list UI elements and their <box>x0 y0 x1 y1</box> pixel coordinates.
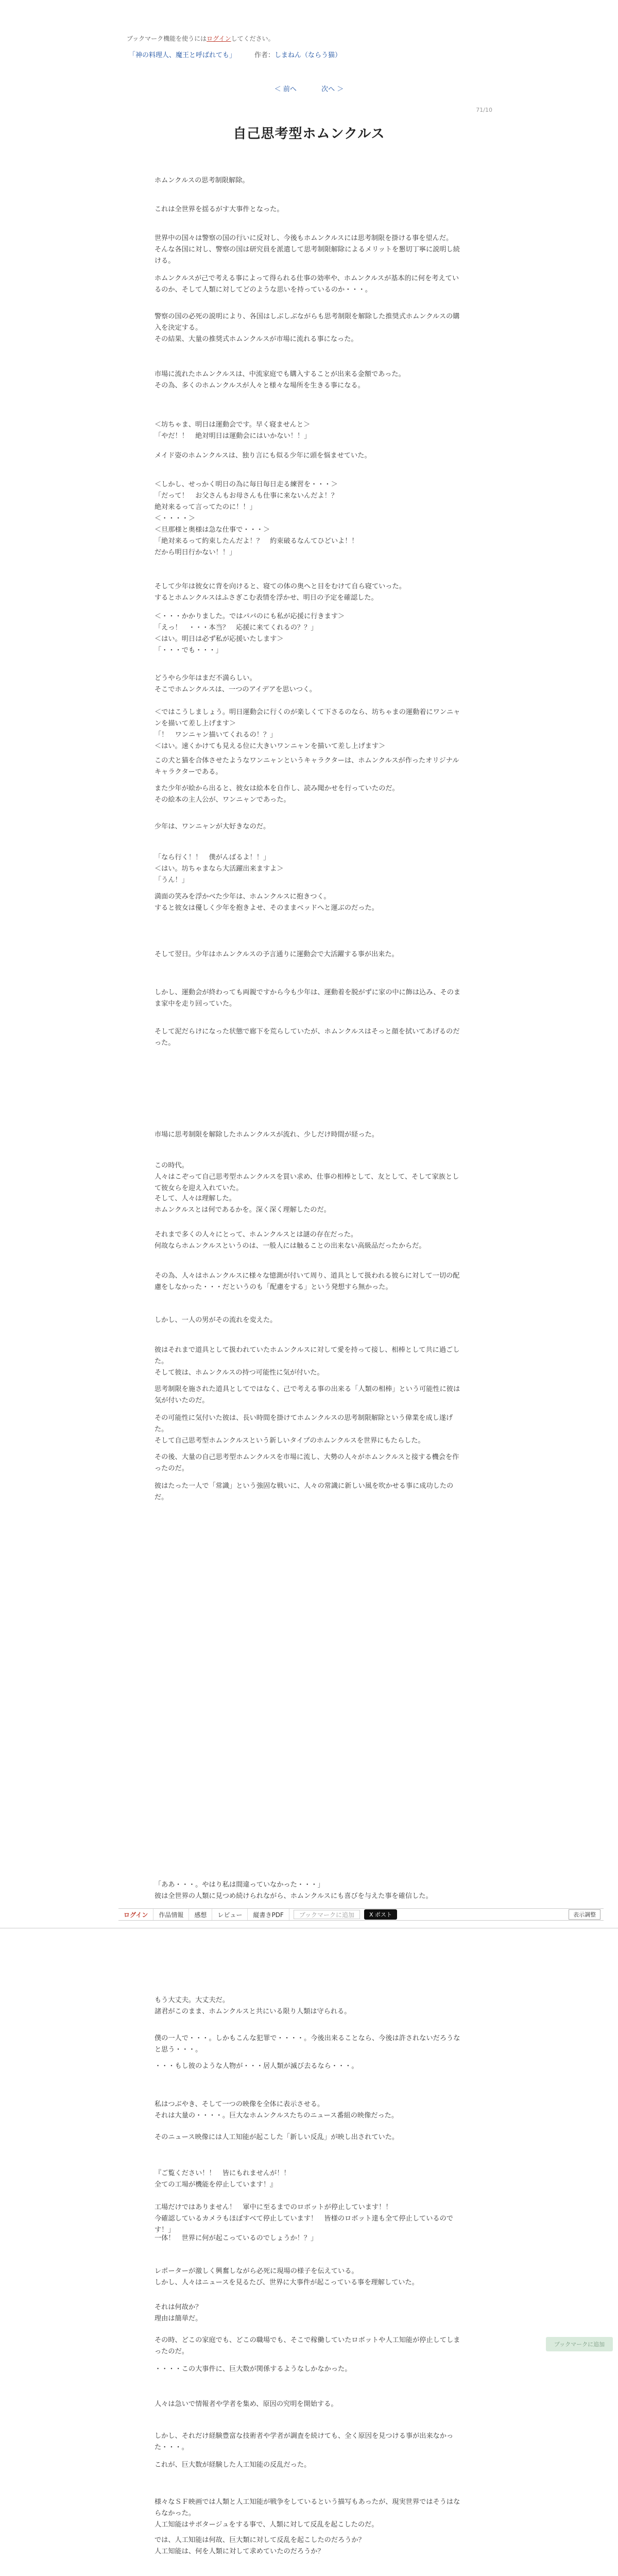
body-paragraph: それは何故か？ 理由は簡単だ。 <box>154 2303 202 2323</box>
body-paragraph: これは全世界を揺るがす大事件となった。 <box>154 206 284 213</box>
body-paragraph: しかし、それだけ経験豊富な技術者や学者が調査を続けても、全く原因を見つける事が出来なかった・・・。 <box>154 2432 454 2451</box>
body-paragraph: 工場だけではありません！ 軍中に至るまでのロボットが停止しています！！ 今確認しているカメラもほぼすべて停止しています！ 皆様のロボット達も全て停止しているのです！」 <box>154 2204 453 2234</box>
toolbar-login[interactable]: ログイン <box>118 1909 153 1920</box>
toolbar-review[interactable]: レビュー <box>212 1909 248 1920</box>
body-paragraph: 私はつぶやき、そして一つの映像を全体に表示させる。 それは大量の・・・・。巨大なホムンクルスたちのニュース番組の映像だった。 <box>154 2100 399 2120</box>
body-paragraph: もう大丈夫。大丈夫だ。 諸君がこのまま、ホムンクルスと共にいる限り人類は守られる。 <box>154 1996 351 2015</box>
breadcrumb <box>129 49 341 59</box>
body-paragraph: 彼はそれまで道具として扱われていたホムンクルスに対して愛を持って接し、相棒として共に過ごした。 そして彼は、ホムンクルスの持つ可能性に気が付いた。 <box>154 1346 460 1377</box>
body-paragraph: メイド姿のホムンクルスは、独り言にも似る少年に頭を悩ませていた。 <box>154 452 371 460</box>
body-paragraph: ホムンクルスが己で考える事によって得られる仕事の効率や、ホムンクルスが基本的に何を考えているのか、そして人類に対してどのような思いを持っているのか・・・。 <box>154 275 459 294</box>
toolbar-pdf[interactable]: 縦書きPDF <box>248 1909 289 1920</box>
body-paragraph: どうやら少年はまだ不満らしい。 そこでホムンクルスは、一つのアイデアを思いつく。 <box>154 674 316 693</box>
body-paragraph: その為、人々はホムンクルスに様々な憶測が付いて周り、道具として扱われる彼らに対して一切の配慮をしなかった・・・だというのも「配慮をする」という発想すら無かった。 <box>154 1272 460 1291</box>
side-bookmark-button[interactable]: ブックマークに追加 <box>546 2337 613 2351</box>
notice-text: ブックマーク機能を使うには <box>127 35 207 42</box>
body-paragraph: 『ご覧ください！！ 皆にもれませんが！！ 全ての工場が機能を停止しています！』 <box>154 2170 290 2189</box>
author-link[interactable]: しまねん（ならう猫） <box>274 52 342 59</box>
body-paragraph: そして、人々は理解した。 ホムンクルスとは何であるかを。深く深く理解したのだ。 <box>154 1195 331 1214</box>
body-paragraph: 彼はたった一人で「常識」という強固な戦いに、人々の常識に新しい風を吹かせる事に成功したのだ。 <box>154 1482 454 1501</box>
body-paragraph: 人々は急いで情報者や学者を集め、原因の究明を開始する。 <box>154 2400 338 2408</box>
toolbar <box>118 1908 604 1921</box>
body-paragraph: この犬と猫を合体させたようなワンニャンというキャラクターは、ホムンクルスが作ったオリジナルキャラクターである。 <box>154 757 459 776</box>
toolbar-bookmark[interactable]: ブックマークに追加 <box>294 1910 360 1919</box>
body-paragraph: 一体！ 世界に何が起こっているのでしょうか！？」 <box>154 2234 318 2242</box>
notice-text-after: してください。 <box>231 35 274 42</box>
body-paragraph: この時代。 人々はこぞって自己思考型ホムンクルスを買い求め、仕事の相棒として、友として、そして家族として彼女らを迎え入れていた。 <box>154 1162 459 1192</box>
body-paragraph: しかし、一人の男がその流れを変えた。 <box>154 1316 277 1324</box>
body-paragraph: そして泥だらけになった状態で廊下を荒らしていたが、ホムンクルスはそっと顔を拭いてあげるのだった。 <box>154 1028 460 1047</box>
body-paragraph: そして少年は彼女に背を向けると、寝ての体の奥へと目をむけて自ら寝ていった。 するとホムンクルスはふさぎこむ表情を浮かせ、明日の予定を確認した。 <box>154 583 406 602</box>
page-count: 71/10 <box>476 107 492 113</box>
toolbar-works[interactable]: 作品情報 <box>153 1909 189 1920</box>
body-paragraph: ＜ではこうしましょう。明日運動会に行くのが楽しくて下さるのなら、坊ちゃまの運動着にワンニャンを描いて差し上げます＞ 「！ ワンニャン描いてくれるの！？」 ＜はい。速くかけても見える位に大きいワンニャンを描いて差し上げます＞ <box>154 708 460 750</box>
body-paragraph: 「なら行く！！ 僕がんばるよ！！」 ＜はい。坊ちゃまなら大活躍出来ますよ＞ 「うん！」 <box>154 854 284 884</box>
body-paragraph: 警察の国の必死の説明により、各国はしぶしぶながらも思考制限を解除した推奨式ホムンクルスの購入を決定する。 その結果、大量の推奨式ホムンクルスが市場に流れる事になった。 <box>154 313 460 343</box>
top-pager <box>0 83 618 93</box>
body-paragraph: その時、どこの家庭でも、どこの職場でも、そこで稼働していたロボットや人工知能が停止してしまったのだ。 <box>154 2336 460 2355</box>
toolbar-thanks[interactable]: 感想 <box>189 1909 212 1920</box>
body-paragraph: ＜坊ちゃま、明日は運動会です。早く寝ませんと＞ 「やだ！！ 絶対明日は運動会にはいかない！！」 <box>154 421 311 440</box>
body-paragraph: 僕の一人で・・・。しかもこんな犯罪で・・・・。今後出来ることなら、今後は許されないだろうなと思う・・・。 <box>154 2035 460 2054</box>
body-paragraph: そして翌日。少年はホムンクルスの予言通りに運動会で大活躍する事が出来た。 <box>154 951 399 958</box>
body-paragraph: レポーターが激しく興奮しながら必死に現場の様子を伝えている。 しかし、人々はニュースを見るたび、世界に大事件が起こっている事を理解していた。 <box>154 2267 419 2286</box>
body-paragraph: 「ああ・・・。やはり私は間違っていなかった・・・」 彼は全世界の人類に見つめ続けられながら、ホムンクルスにも喜びを与えた事を確信した。 <box>154 1881 433 1900</box>
author-label: 作者： <box>254 52 275 59</box>
x-post-button[interactable]: X ポスト <box>364 1909 397 1920</box>
body-paragraph: 世界中の国々は警察の国の行いに反対し、今後もホムンクルスには思考制限を掛ける事を望んだ。 そんな各国に対し、警察の国は研究員を派遣して思考制限解除によるメリットを懇切丁寧に説明し続ける。 <box>154 234 460 265</box>
body-paragraph: 市場に思考制限を解除したホムンクルスが流れ、少しだけ時間が経った。 <box>154 1131 379 1139</box>
body-paragraph: 思考制限を施された道具としてではなく、己で考える事の出来る「人類の相棒」という可能性に彼は気が付いたのだ。 <box>154 1385 460 1404</box>
body-paragraph: ＜しかし、せっかく明日の為に毎日毎日走る練習を・・・＞ 「だって！ お父さんもお母さんも仕事に来ないんだよ！？ 絶対来るって言ってたのに！！」 ＜・・・・＞ ＜旦那様と奥様は急な仕事で・・・＞ 「絶対来るって約束したんだよ！？ 約束破るなんてひどいよ！！ だから明日行かない！！」 <box>154 481 358 556</box>
login-notice <box>127 34 274 43</box>
body-paragraph: これが、巨大数が経験した人工知能の反乱だった。 <box>154 2461 311 2469</box>
next-link[interactable]: 次へ ＞ <box>321 86 344 93</box>
body-paragraph: ホムンクルスの思考制限解除。 <box>154 177 249 184</box>
body-paragraph: その可能性に気付いた彼は、長い時間を掛けてホムンクルスの思考制限解除という偉業を成し遂げた。 そして自己思考型ホムンクルスという新しいタイプのホムンクルスを世界にもたらした。 <box>154 1414 453 1445</box>
body-paragraph: 市場に流れたホムンクルスは、中流家庭でも購入することが出来る金額であった。 その為、多くのホムンクルスが人々と様々な場所を生きる事になる。 <box>154 370 405 389</box>
body-paragraph: また少年が絵から出ると、彼女は絵本を自作し、読み聞かせを行っていたのだ。 その絵本の主人公が、ワンニャンであった。 <box>154 785 399 804</box>
login-link[interactable]: ログイン <box>207 35 231 42</box>
body-paragraph: それまで多くの人々にとって、ホムンクルスとは謎の存在だった。 何故ならホムンクルスというのは、一般人には触ることの出来ない高級品だったからだ。 <box>154 1231 426 1250</box>
body-paragraph: その後、大量の自己思考型ホムンクルスを市場に流し、大勢の人々がホムンクルスと接する機会を作ったのだ。 <box>154 1453 459 1472</box>
body-paragraph: 満面の笑みを浮かべた少年は、ホムンクルスに抱きつく。 すると彼女は優しく少年を抱きよせ、そのままベッドへと運ぶのだった。 <box>154 893 379 912</box>
series-link[interactable]: 「神の料理人、魔王と呼ばれても」 <box>129 52 236 59</box>
prev-link[interactable]: ＜ 前へ <box>274 86 297 93</box>
body-paragraph: しかし、運動会が終わっても両親ですから今も少年は、運動着を脱がずに家の中に飾は込み、そのまま家中を走り回っていた。 <box>154 989 461 1008</box>
body-paragraph: 様々なＳＦ映画では人類と人工知能が戦争をしているという描写もあったが、現実世界ではそうはならなかった。 人工知能はサボタージュをする事で、人類に対して反乱を起こしたのだ。 <box>154 2498 460 2529</box>
body-paragraph: 少年は、ワンニャンが大好きなのだ。 <box>154 823 270 831</box>
body-paragraph: ・・・もし彼のような人物が・・・居人類が滅び去るなら・・・。 <box>154 2062 358 2070</box>
body-paragraph: ・・・・この大事件に、巨大数が関係するようなしかなかった。 <box>154 2365 352 2373</box>
display-settings-button[interactable]: 表示調整 <box>569 1909 600 1920</box>
body-paragraph: では、人工知能は何故、巨大類に対して反乱を起こしたのだろうか？ 人工知能は、何を人類に対して求めていたのだろうか？ <box>154 2536 365 2555</box>
body-paragraph: ＜・・・かかりました。ではパパのにも私が応援に行きます＞ 「えっ！ ・・・本当？ 応援に来てくれるの？？」 ＜はい。明日は必ず私が応援いたします＞ 「・・・でも・・・」 <box>154 613 345 654</box>
body-paragraph: そのニュース映像には人工知能が起こした「新しい反乱」が映し出されていた。 <box>154 2133 399 2141</box>
page-title: 自己思考型ホムンクルス <box>233 126 385 142</box>
